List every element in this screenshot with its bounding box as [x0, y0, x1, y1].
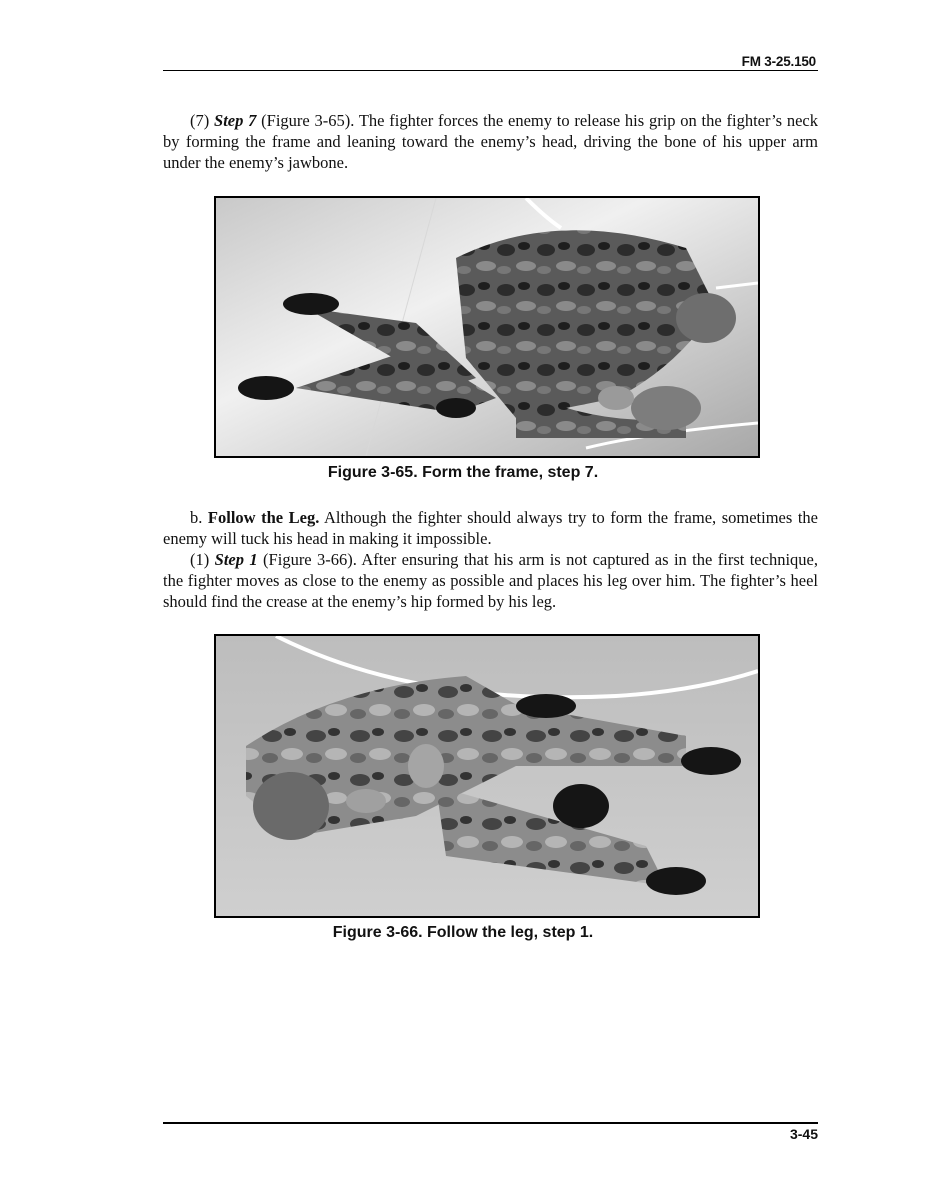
- paragraph-number: b.: [190, 508, 203, 527]
- step-label: Step 1: [214, 550, 258, 569]
- section-heading: Follow the Leg.: [207, 508, 320, 527]
- figure-3-66-photo: [214, 634, 760, 918]
- paragraph-text: (Figure 3-66). After ensuring that his arm is not captured as in the first technique, the fighter moves as close to the enemy as possible and places his leg over him. The fighter’s heel should find the crease at the enemy’s hip formed by his leg.: [163, 550, 818, 611]
- page-number: 3-45: [789, 1126, 818, 1142]
- paragraph-follow-the-leg: [163, 507, 818, 612]
- paragraph-number: (7): [190, 111, 210, 130]
- paragraph-number: (1): [190, 550, 210, 569]
- footer-rule: [163, 1122, 818, 1124]
- paragraph-step-7: [163, 110, 818, 173]
- figure-3-65-caption: Figure 3-65. Form the frame, step 7.: [327, 464, 599, 481]
- figure-3-66-caption: Figure 3-66. Follow the leg, step 1.: [332, 924, 594, 941]
- running-header: FM 3-25.150: [741, 54, 816, 69]
- header-rule: [163, 70, 818, 71]
- figure-3-65-photo: [214, 196, 760, 458]
- paragraph-text: (Figure 3-65). The fighter forces the enemy to release his grip on the fighter’s neck by forming the frame and leaning toward the enemy’s head, driving the bone of his upper arm under the enemy’s jawbone.: [163, 111, 819, 172]
- paragraph-text: Although the fighter should always try to form the frame, sometimes the enemy will tuck his head in making it impossible.: [163, 508, 818, 548]
- step-label: Step 7: [214, 111, 257, 130]
